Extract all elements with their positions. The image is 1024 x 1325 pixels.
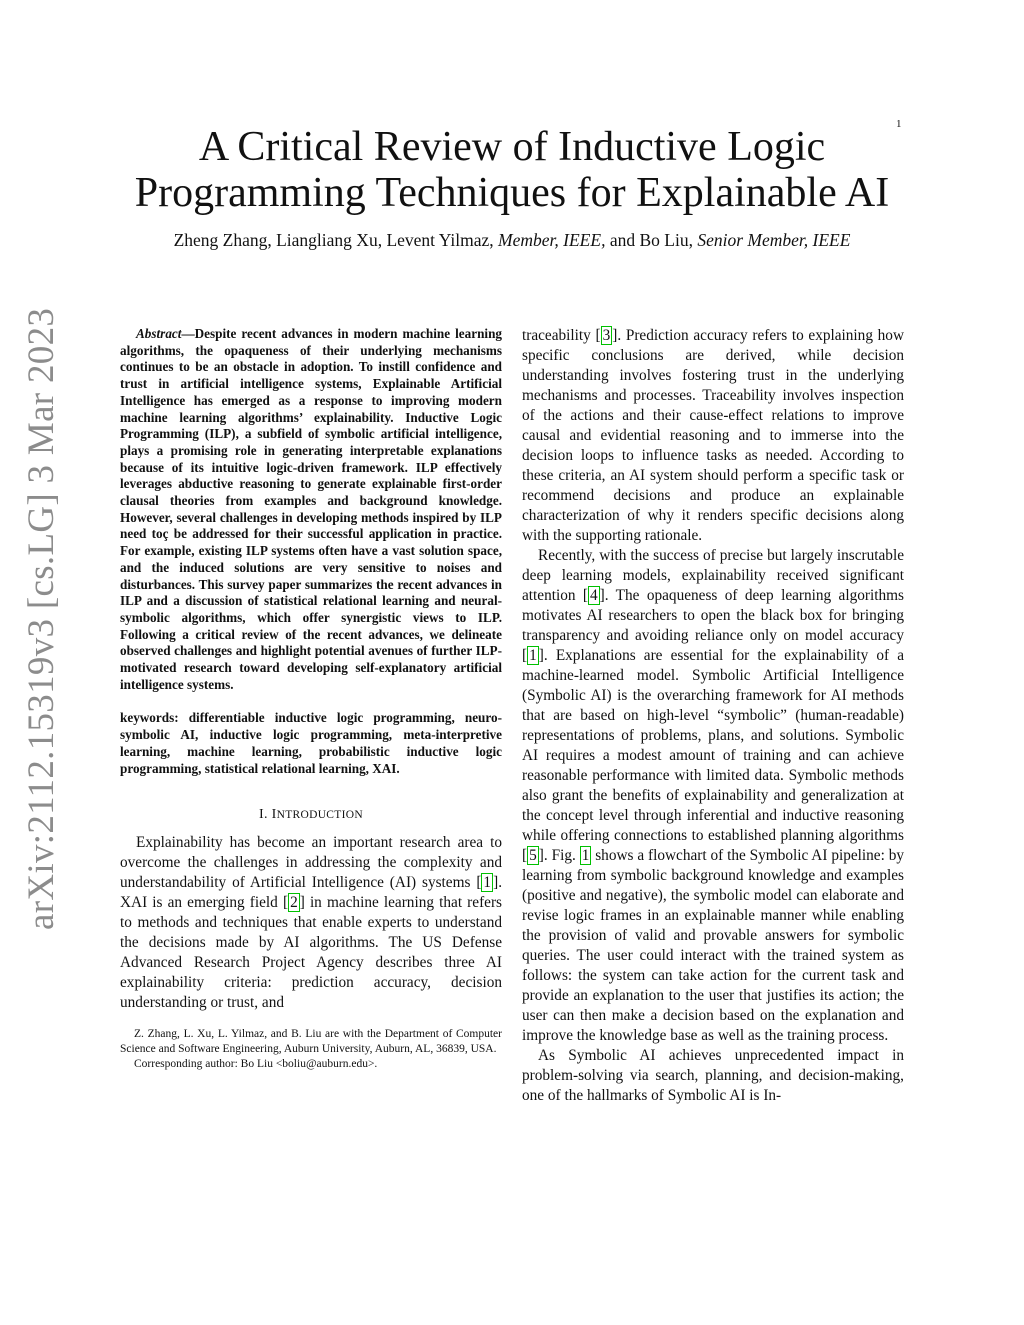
para2-text-5: shows a flowchart of the Symbolic AI pipeline: by learning from symbolic background knowledge and examples (positive and negative), the symbolic model can elaborate and revise logic frames in an explainable manner while enabling the provision of valid and provable answers for symbolic queries. The user could interact with the trained system as follows: the system can take action for the current task and provide an explanation to the user that justifies its action; the user can then make a decision based on the explanation and improve the knowledge base as well as the training process. bbox=[522, 847, 905, 1044]
footnotes bbox=[120, 1027, 502, 1072]
intro-text-2: . XAI is an emerging field bbox=[120, 874, 503, 912]
intro-text-3: in machine learning that refers to methods and techniques that enable experts to understand the decisions made by AI algorithms. The US Defense Advanced Research Project Agency describes three AI explainability criteria: prediction accuracy, decision understanding or trust, and bbox=[120, 894, 502, 1012]
left-column bbox=[120, 326, 502, 1072]
citation-link[interactable]: 1 bbox=[529, 647, 537, 664]
keywords: keywords: differentiable inductive logic programming, neuro-symbolic AI, inductive logic programming, meta-interpretive learning, machine learning, probabilistic inductive logic programming, statistical relational learning, XAI. bbox=[120, 710, 502, 776]
citation-link[interactable]: 1 bbox=[483, 874, 492, 892]
section-initial: I bbox=[271, 807, 277, 823]
footnote-affiliation: Z. Zhang, L. Xu, L. Yilmaz, and B. Liu are with the Department of Computer Science and Software Engineering, Auburn University, Auburn, AL, 36839, USA. bbox=[120, 1028, 502, 1056]
intro-paragraph: Explainability has become an important research area to overcome the challenges in addressing the complexity and understandability of Artificial Intelligence (AI) systems [ 1 ]. XAI is an emerging field [ 2 ] in machine learning that refers to methods and techniques that enable experts to understand the decisions made by AI algorithms. The US Defense Advanced Research Project Agency describes three AI explainability criteria: prediction accuracy, decision understanding or trust, and bbox=[120, 834, 503, 1012]
section-title-rest: NTRODUCTION bbox=[276, 809, 363, 822]
para1-text-2: . Prediction accuracy refers to explaining how specific conclusions are derived, while decision understanding involves fostering trust in the underlying mechanisms and processes. Traceability involves inspection of the actions and their cause-effect relations to improve causal and evidential reasoning and to immerse into the decision loops to influence tasks as needed. According to these criteria, an AI system should perform a specific task or recommend decisions and produce an explainable characterization of why it renders specific decisions along with the supporting rationale. bbox=[522, 327, 904, 544]
arxiv-identifier: arXiv:2112.15319v3 [cs.LG] 3 Mar 2023 bbox=[21, 307, 62, 930]
body-paragraph-2: Recently, with the success of precise but largely inscrutable deep learning models, explainability received significant attention [ 4 ]. The opaqueness of deep learning algorithms motivates AI researchers to open the black box for bringing transparency and avoiding reliance only on model accuracy [ 1 ]. Explanations are essential for the explainability of a machine-learned model. Symbolic Artificial Intelligence (Symbolic AI) is the overarching framework for AI methods that are based on high-level “symbolic” (human-readable) representations of problems, plans, and solutions. Symbolic AI requires a modest amount of training and can achieve reasonable performance with limited data. Symbolic methods also grant the benefits of explainability and generalization at the concept level through inferential and inductive reasoning while offering connections to established planning algorithms [ 5 ]. Fig. 1 shows a flowchart of the Symbolic AI pipeline: by learning from symbolic background knowledge and examples (positive and negative), the symbolic model can elaborate and revise logic frames in an explainable manner while enabling the provision of valid and provable answers for symbolic queries. The user could interact with the trained system as follows: the system can take action for the current task and provide an explanation to the user that justifies its action; the user can then make a decision based on the explanation and improve the knowledge base as well as the training process. bbox=[522, 547, 905, 1044]
abstract bbox=[120, 326, 502, 693]
citation-link[interactable]: 5 bbox=[529, 847, 537, 864]
abstract-label: Abstract bbox=[136, 326, 182, 341]
title-line-2: Programming Techniques for Explainable AI bbox=[134, 170, 890, 216]
abstract-text: Despite recent advances in modern machine learning algorithms, the opaqueness of their underlying mechanisms continues to be an obstacle in adoption. To instill confidence and trust in artificial intelligence systems, Explainable Artificial Intelligence has emerged as a response to improving modern machine learning algorithms’ explainability. Inductive Logic Programming (ILP), a subfield of symbolic artificial intelligence, plays a promising role in generating interpretable explanations because of its intuitive logic-driven framework. ILP effectively leverages abductive reasoning to generate explainable first-order clausal theories from examples and background knowledge. However, several challenges in developing methods inspired by ILP need toç be addressed for their successful application in practice. For example, existing ILP systems often have a vast solution space, and the induced solutions are very sensitive to noises and disturbances. This survey paper summarizes the recent advances in ILP and a discussion of statistical relational learning and neural-symbolic algorithms, which offer synergistic views to ILP. Following a critical review of the recent advances, we delineate observed challenges and highlight potential avenues of further ILP-motivated research toward developing self-explanatory artificial intelligence systems. bbox=[120, 326, 502, 692]
figure-link[interactable]: 1 bbox=[581, 847, 590, 864]
para2-text-4: . Fig. bbox=[543, 847, 576, 864]
author-role-1: Member, IEEE, bbox=[498, 230, 606, 250]
author-role-2: Senior Member, IEEE bbox=[697, 230, 851, 250]
para2-text-1: Recently, with the success of precise but largely inscrutable deep learning models, explainability received significant attention bbox=[522, 547, 904, 604]
citation-link[interactable]: 4 bbox=[590, 587, 598, 604]
section-numeral: I. bbox=[259, 807, 268, 823]
citation-link[interactable]: 2 bbox=[290, 894, 298, 912]
author-names-2: and Bo Liu, bbox=[609, 230, 693, 250]
body-paragraph-3: As Symbolic AI achieves unprecedented impact in problem-solving via search, planning, and decision-making, one of the hallmarks of Symbolic AI is In- bbox=[522, 1047, 904, 1104]
abstract-dash: — bbox=[181, 326, 195, 341]
page-number: 1 bbox=[896, 118, 902, 130]
para2-text-3: . Explanations are essential for the explainability of a machine-learned model. Symbolic Artificial Intelligence (Symbolic AI) is the overarching framework for AI methods that are based on high-level “symbolic” (human-readable) representations of problems, plans, and solutions. Symbolic AI requires a modest amount of training and can achieve reasonable performance with limited data. Symbolic methods also grant the benefits of explainability and generalization at the concept level through inferential and inductive reasoning while offering connections to established planning algorithms bbox=[522, 647, 904, 844]
body-paragraph-1: traceability [ 3 ]. Prediction accuracy refers to explaining how specific conclusions are derived, while decision understanding involves fostering trust in the underlying mechanisms and processes. Traceability involves inspection of the actions and their cause-effect relations to improve causal and evidential reasoning and to immerse into the decision loops to influence tasks as needed. According to these criteria, an AI system should perform a specific task or recommend decisions and produce an explainable characterization of why it renders specific decisions along with the supporting rationale. bbox=[522, 327, 904, 544]
para1-text-1: traceability bbox=[522, 327, 591, 344]
right-column bbox=[522, 326, 904, 1106]
title-block bbox=[100, 124, 924, 251]
paper-title bbox=[100, 124, 924, 216]
section-heading-introduction bbox=[120, 807, 502, 823]
citation-link[interactable]: 3 bbox=[602, 327, 611, 344]
title-line-1: A Critical Review of Inductive Logic bbox=[198, 124, 826, 170]
intro-text-1: Explainability has become an important research area to overcome the challenges in addressing the complexity and understandability of Artificial Intelligence (AI) systems bbox=[120, 834, 502, 892]
author-list bbox=[100, 230, 924, 251]
footnote-corresponding: Corresponding author: Bo Liu <boliu@auburn.edu>. bbox=[134, 1058, 378, 1071]
author-names-1: Zheng Zhang, Liangliang Xu, Levent Yilmaz, bbox=[173, 230, 494, 250]
para2-text-2: . The opaqueness of deep learning algorithms motivates AI researchers to open the black box for bringing transparency and avoiding reliance only on model accuracy bbox=[522, 587, 904, 644]
